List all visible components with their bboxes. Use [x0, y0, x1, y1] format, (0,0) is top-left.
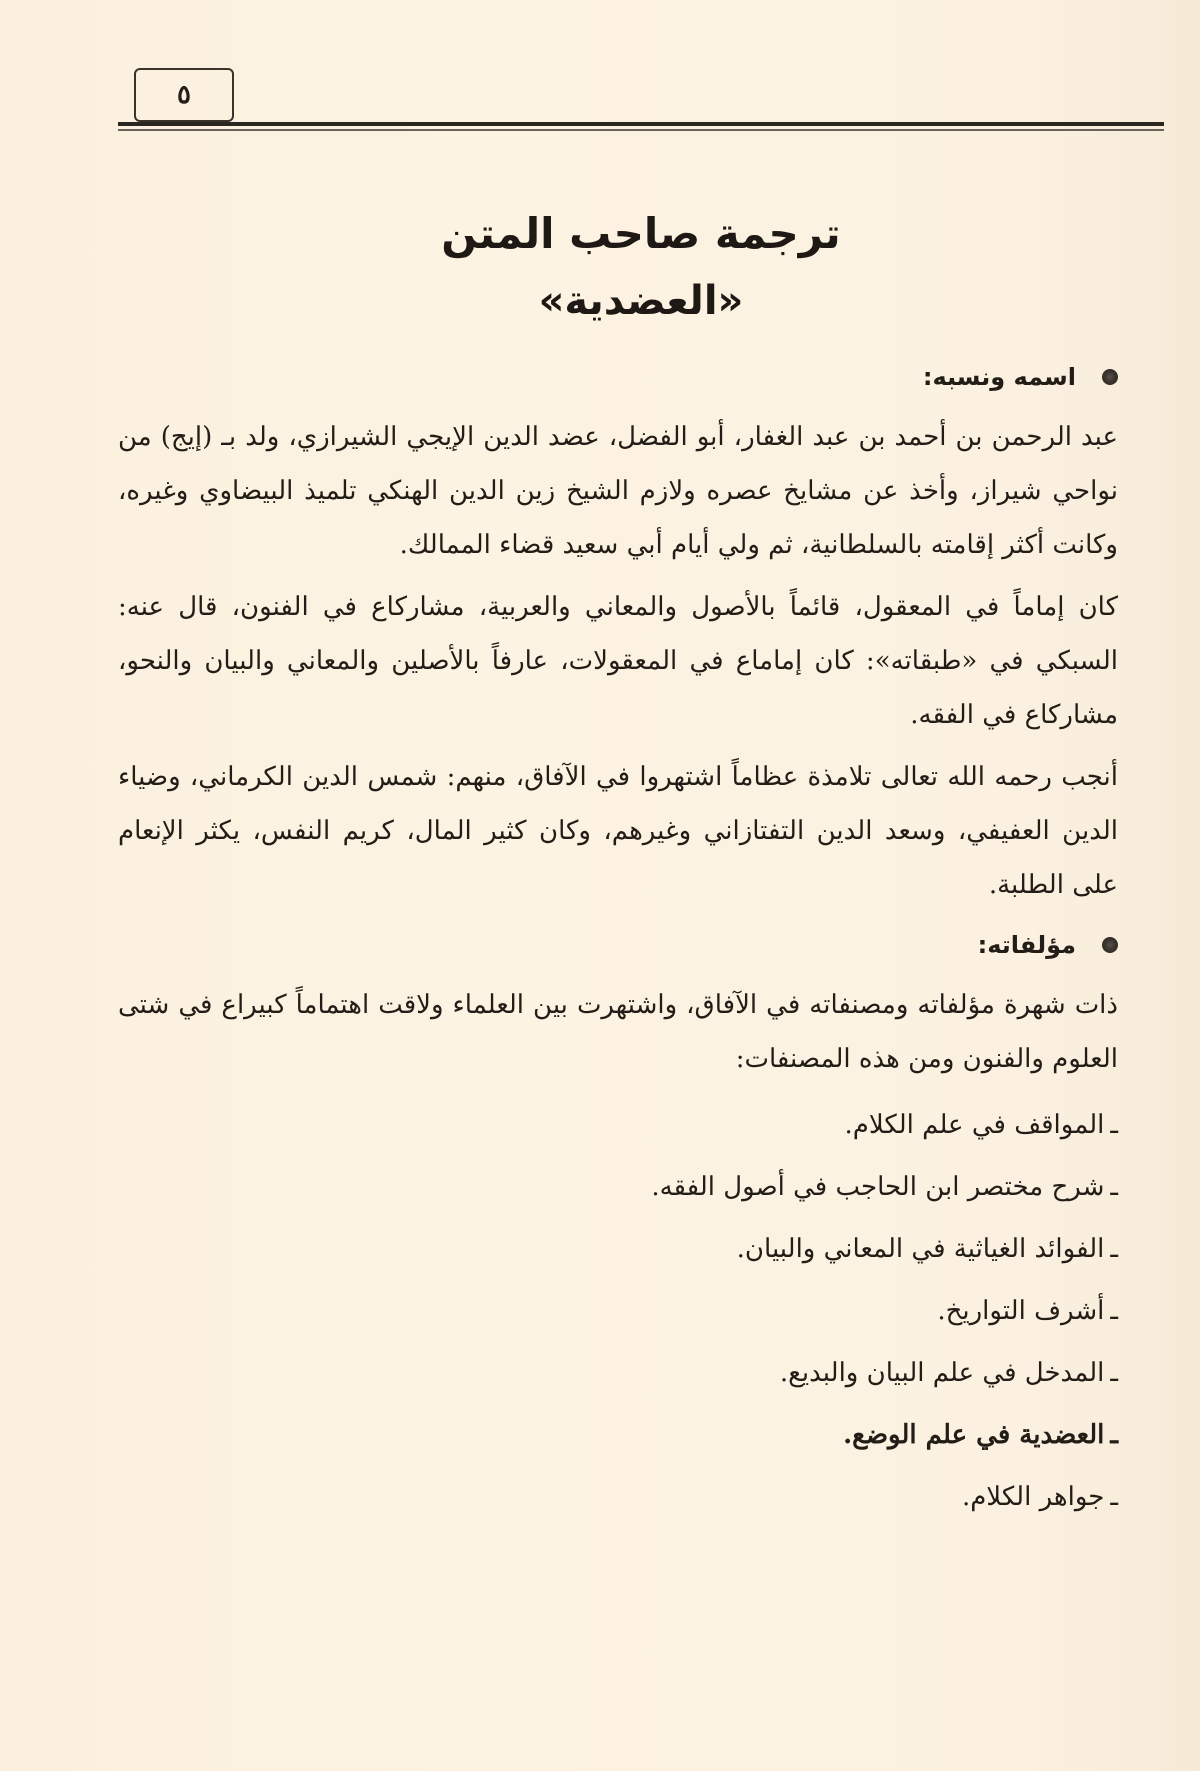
- works-list: [118, 1094, 1118, 1528]
- work-title: جواهر الكلام.: [961, 1482, 1105, 1512]
- chapter-title: [118, 200, 1164, 334]
- paragraph-biography: [118, 410, 1118, 572]
- dash-marker: ـ: [1110, 1234, 1118, 1264]
- list-item: [118, 1218, 1118, 1280]
- dash-marker: ـ: [1110, 1420, 1118, 1450]
- dash-marker: ـ: [1110, 1482, 1118, 1512]
- bullet-icon: [1102, 937, 1118, 953]
- list-item: [118, 1342, 1118, 1404]
- list-item: [118, 1466, 1118, 1528]
- work-title: المدخل في علم البيان والبديع.: [779, 1358, 1105, 1388]
- paragraph-students: [118, 750, 1118, 912]
- paragraph-scholarship: [118, 580, 1118, 742]
- dash-marker: ـ: [1110, 1110, 1118, 1140]
- section-heading-name-lineage: [118, 352, 1148, 402]
- list-item: [118, 1094, 1118, 1156]
- page-number-box: [134, 68, 234, 122]
- header-double-rule: [118, 122, 1164, 131]
- section-heading-text: مؤلفاته:: [977, 931, 1076, 959]
- header-rule-thin: [118, 129, 1164, 131]
- work-title: شرح مختصر ابن الحاجب في أصول الفقه.: [651, 1172, 1105, 1202]
- bullet-icon: [1102, 369, 1118, 385]
- header-rule-thick: [118, 122, 1164, 126]
- section-heading-works: [118, 920, 1148, 970]
- section-heading-text: اسمه ونسبه:: [922, 363, 1076, 391]
- chapter-title-line2: «العضدية»: [538, 278, 744, 324]
- paragraph-text: ذات شهرة مؤلفاته ومصنفاته في الآفاق، واشتهرت بين العلماء ولاقت اهتماماً كبيراع في شتى العلوم والفنون ومن هذه المصنفات:: [118, 990, 1118, 1074]
- list-item-highlighted: [118, 1404, 1118, 1466]
- list-item: [118, 1280, 1118, 1342]
- page-body: [118, 352, 1118, 1528]
- paragraph-text: عبد الرحمن بن أحمد بن عبد الغفار، أبو الفضل، عضد الدين الإيجي الشيرازي، ولد بـ (إيج) من نواحي شيراز، وأخذ عن مشايخ عصره ولازم الشيخ زين الدين الهنكي تلميذ البيضاوي وغيره، وكانت أكثر إقامته بالسلطانية، ثم ولي أيام أبي سعيد قضاء الممالك.: [118, 422, 1118, 560]
- paragraph-text: كان إماماً في المعقول، قائماً بالأصول والمعاني والعربية، مشاركاع في الفنون، قال عنه: السبكي في «طبقاته»: كان إماماع في المعقولات، عارفاً بالأصلين والمعاني والبيان والنحو، مشاركاع في الفقه.: [118, 592, 1118, 730]
- page-number: ٥: [177, 80, 191, 110]
- dash-marker: ـ: [1110, 1358, 1118, 1388]
- work-title: الفوائد الغياثية في المعاني والبيان.: [736, 1234, 1105, 1264]
- work-title: أشرف التواريخ.: [937, 1296, 1105, 1326]
- dash-marker: ـ: [1110, 1296, 1118, 1326]
- list-item: [118, 1156, 1118, 1218]
- work-title: العضدية في علم الوضع.: [843, 1420, 1105, 1450]
- dash-marker: ـ: [1110, 1172, 1118, 1202]
- work-title: المواقف في علم الكلام.: [844, 1110, 1105, 1140]
- paragraph-works-intro: [118, 978, 1118, 1086]
- chapter-title-line1: ترجمة صاحب المتن: [441, 209, 841, 258]
- paragraph-text: أنجب رحمه الله تعالى تلامذة عظاماً اشتهروا في الآفاق، منهم: شمس الدين الكرماني، وضياء الدين العفيفي، وسعد الدين التفتازاني وغيرهم، وكان كثير المال، كريم النفس، يكثر الإنعام على الطلبة.: [118, 762, 1118, 900]
